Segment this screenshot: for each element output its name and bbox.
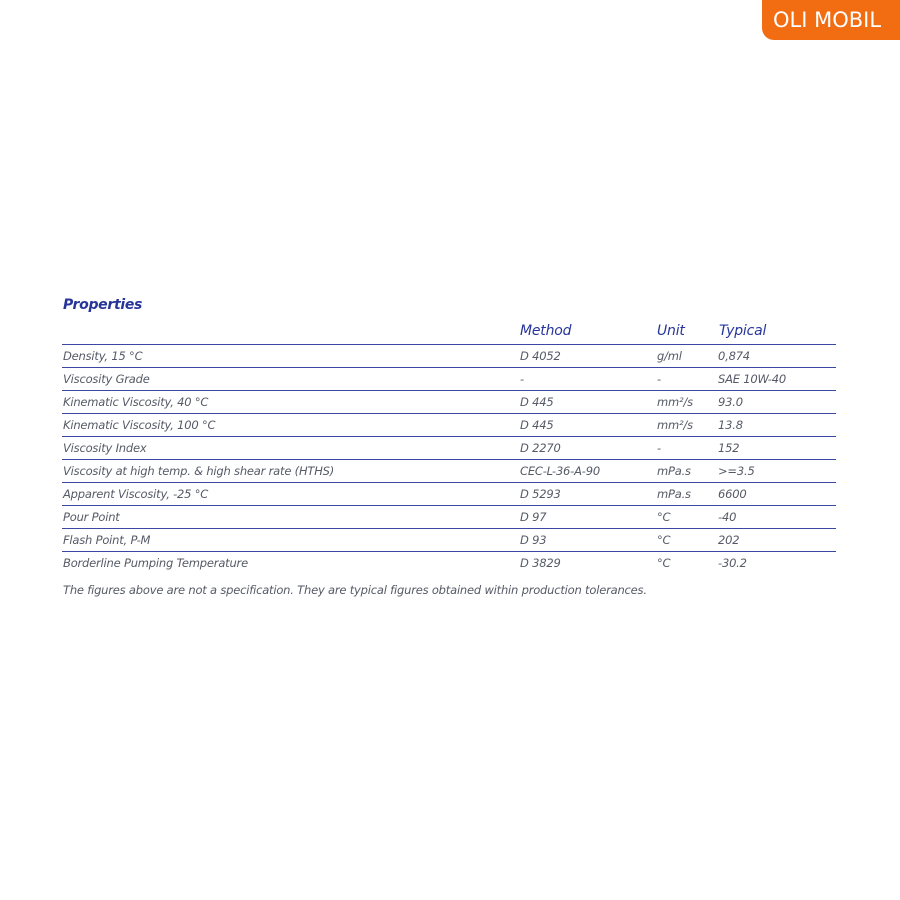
method-cell: D 3829 (520, 556, 561, 570)
typical-cell: -40 (718, 510, 737, 524)
property-cell: Kinematic Viscosity, 40 °C (63, 395, 209, 409)
method-cell: CEC-L-36-A-90 (520, 464, 600, 478)
property-cell: Pour Point (63, 510, 120, 524)
unit-cell: - (657, 372, 661, 386)
typical-cell: 13.8 (718, 418, 743, 432)
table-row (62, 552, 836, 574)
unit-cell: °C (657, 556, 671, 570)
unit-cell: °C (657, 510, 671, 524)
property-cell: Density, 15 °C (63, 349, 143, 363)
method-cell: D 93 (520, 533, 547, 547)
property-cell: Kinematic Viscosity, 100 °C (63, 418, 216, 432)
table-row (62, 368, 836, 391)
property-cell: Viscosity Index (63, 441, 147, 455)
method-cell: D 97 (520, 510, 547, 524)
table-row (62, 460, 836, 483)
table-row (62, 437, 836, 460)
unit-cell: °C (657, 533, 671, 547)
properties-title: Properties (63, 297, 143, 313)
property-cell: Borderline Pumping Temperature (63, 556, 248, 570)
method-cell: - (520, 372, 524, 386)
property-cell: Viscosity Grade (63, 372, 150, 386)
column-header-typical: Typical (719, 323, 767, 339)
typical-cell: 93.0 (718, 395, 743, 409)
method-cell: D 445 (520, 418, 554, 432)
table-row (62, 414, 836, 437)
typical-cell: 152 (718, 441, 740, 455)
table-body (62, 345, 836, 574)
table-row (62, 506, 836, 529)
method-cell: D 2270 (520, 441, 561, 455)
unit-cell: mPa.s (657, 464, 691, 478)
typical-cell: 6600 (718, 487, 747, 501)
property-cell: Apparent Viscosity, -25 °C (63, 487, 209, 501)
typical-cell: 0,874 (718, 349, 750, 363)
unit-cell: g/ml (657, 349, 682, 363)
method-cell: D 445 (520, 395, 554, 409)
method-cell: D 5293 (520, 487, 561, 501)
footnote: The figures above are not a specification. They are typical figures obtained within production tolerances. (63, 583, 647, 597)
unit-cell: mm²/s (657, 395, 693, 409)
column-header-method: Method (520, 323, 572, 339)
brand-badge: OLI MOBIL (762, 0, 900, 40)
table-row (62, 345, 836, 368)
typical-cell: 202 (718, 533, 740, 547)
unit-cell: - (657, 441, 661, 455)
table-row (62, 529, 836, 552)
unit-cell: mm²/s (657, 418, 693, 432)
method-cell: D 4052 (520, 349, 561, 363)
property-cell: Flash Point, P-M (63, 533, 151, 547)
table-row (62, 483, 836, 506)
column-header-unit: Unit (657, 323, 685, 339)
typical-cell: -30.2 (718, 556, 747, 570)
typical-cell: >=3.5 (718, 464, 755, 478)
table-row (62, 391, 836, 414)
typical-cell: SAE 10W-40 (718, 372, 786, 386)
property-cell: Viscosity at high temp. & high shear rate (HTHS) (63, 464, 335, 478)
unit-cell: mPa.s (657, 487, 691, 501)
